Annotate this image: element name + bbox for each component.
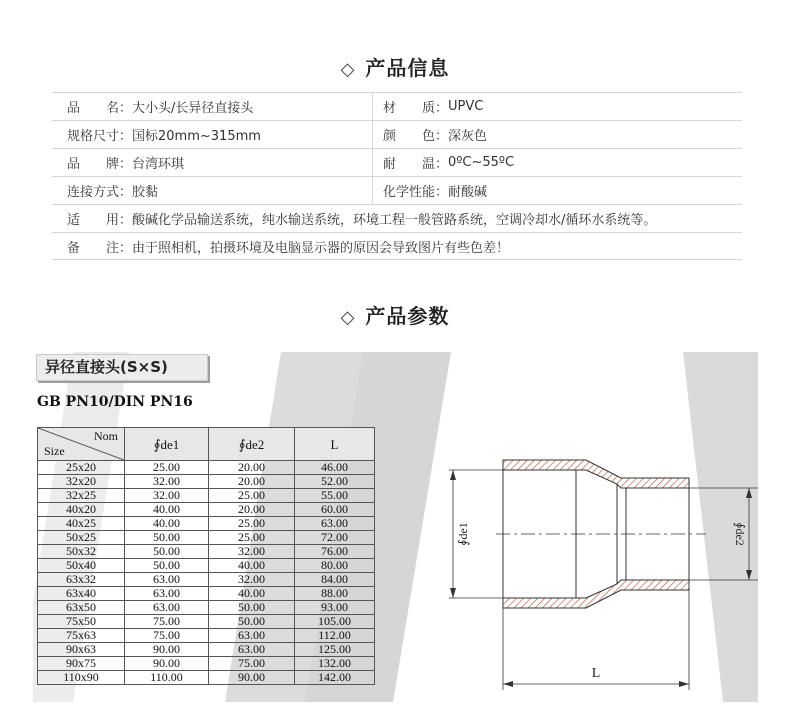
de1-cell: 63.00 xyxy=(125,587,209,601)
size-cell: 75x50 xyxy=(38,615,125,629)
de1-cell: 63.00 xyxy=(125,601,209,615)
size-cell: 40x20 xyxy=(38,503,125,517)
de1-cell: 25.00 xyxy=(125,461,209,475)
l-cell: 105.00 xyxy=(295,615,375,629)
table-row xyxy=(38,671,375,685)
info-cell-right xyxy=(372,177,742,204)
standard-label: GB PN10/DIN PN16 xyxy=(37,394,193,410)
l-cell: 142.00 xyxy=(295,671,375,685)
info-cell-right xyxy=(372,121,742,148)
size-cell: 63x50 xyxy=(38,601,125,615)
l-cell: 60.00 xyxy=(295,503,375,517)
header-l: L xyxy=(295,428,375,461)
table-row xyxy=(38,503,375,517)
info-cell-right xyxy=(372,93,742,120)
spec-table xyxy=(37,427,375,685)
dim-l: L xyxy=(591,666,601,681)
info-row xyxy=(52,148,742,176)
parameter-panel xyxy=(33,352,758,702)
info-label: 颜 色： xyxy=(383,129,449,144)
info-cell-left xyxy=(52,181,372,200)
l-cell: 46.00 xyxy=(295,461,375,475)
de2-cell: 25.00 xyxy=(209,531,295,545)
table-row xyxy=(38,573,375,587)
info-label: 备 注： xyxy=(67,240,133,256)
table-row xyxy=(38,545,375,559)
size-cell: 90x75 xyxy=(38,657,125,671)
l-cell: 80.00 xyxy=(295,559,375,573)
info-label: 适 用： xyxy=(67,213,133,228)
dim-de1: ∮de1 xyxy=(456,522,470,546)
de2-cell: 75.00 xyxy=(209,657,295,671)
section-title-text: 产品参数 xyxy=(365,304,450,328)
de1-cell: 110.00 xyxy=(125,671,209,685)
l-cell: 88.00 xyxy=(295,587,375,601)
de2-cell: 25.00 xyxy=(209,489,295,503)
de2-cell: 50.00 xyxy=(209,601,295,615)
model-label: 异径直接头(S×S) xyxy=(36,354,208,381)
de2-cell: 32.00 xyxy=(209,545,295,559)
table-row xyxy=(38,615,375,629)
header-size: Size xyxy=(44,444,65,458)
info-label: 化学性能： xyxy=(383,185,449,200)
info-cell-left xyxy=(52,97,372,116)
table-row xyxy=(38,587,375,601)
info-cell-right xyxy=(372,149,742,176)
l-cell: 125.00 xyxy=(295,643,375,657)
reducer-drawing xyxy=(431,450,758,695)
diamond-icon: ◇ xyxy=(340,59,356,80)
size-cell: 32x20 xyxy=(38,475,125,489)
section-title-product-info xyxy=(0,52,790,81)
info-row-usage xyxy=(52,204,742,232)
de2-cell: 25.00 xyxy=(209,517,295,531)
info-value: 大小头/长异径直接头 xyxy=(132,101,254,116)
de1-cell: 90.00 xyxy=(125,657,209,671)
size-cell: 75x63 xyxy=(38,629,125,643)
table-row xyxy=(38,643,375,657)
info-cell-left xyxy=(52,153,372,172)
info-value: 胶黏 xyxy=(132,185,159,200)
header-de2: ∮de2 xyxy=(209,428,295,461)
l-cell: 63.00 xyxy=(295,517,375,531)
info-value: 国标20mm~315mm xyxy=(132,129,261,144)
de1-cell: 40.00 xyxy=(125,503,209,517)
info-row xyxy=(52,120,742,148)
info-value: 酸碱化学品输送系统，纯水输送系统，环境工程一般管路系统，空调冷却水/循环水系统等。 xyxy=(132,213,657,228)
de1-cell: 32.00 xyxy=(125,489,209,503)
de2-cell: 20.00 xyxy=(209,475,295,489)
section-title-text: 产品信息 xyxy=(365,56,450,80)
table-row xyxy=(38,517,375,531)
table-row xyxy=(38,559,375,573)
l-cell: 132.00 xyxy=(295,657,375,671)
header-nom-size xyxy=(38,428,125,461)
l-cell: 112.00 xyxy=(295,629,375,643)
l-cell: 93.00 xyxy=(295,601,375,615)
table-row xyxy=(38,531,375,545)
size-cell: 25x20 xyxy=(38,461,125,475)
de2-cell: 63.00 xyxy=(209,643,295,657)
table-row xyxy=(38,629,375,643)
de1-cell: 50.00 xyxy=(125,531,209,545)
header-de1: ∮de1 xyxy=(125,428,209,461)
de1-cell: 32.00 xyxy=(125,475,209,489)
info-value: 0ºC~55ºC xyxy=(448,155,515,170)
info-cell-full xyxy=(52,209,742,228)
de2-cell: 20.00 xyxy=(209,503,295,517)
info-cell-full xyxy=(52,237,742,256)
size-cell: 50x40 xyxy=(38,559,125,573)
size-cell: 63x32 xyxy=(38,573,125,587)
info-value: 由于照相机，拍摄环境及电脑显示器的原因会导致图片有些色差！ xyxy=(132,240,510,256)
info-cell-left xyxy=(52,125,372,144)
size-cell: 110x90 xyxy=(38,671,125,685)
diamond-icon: ◇ xyxy=(340,307,356,328)
size-cell: 50x25 xyxy=(38,531,125,545)
de2-cell: 40.00 xyxy=(209,559,295,573)
size-cell: 40x25 xyxy=(38,517,125,531)
info-row xyxy=(52,92,742,120)
l-cell: 55.00 xyxy=(295,489,375,503)
info-row xyxy=(52,176,742,204)
de2-cell: 32.00 xyxy=(209,573,295,587)
de2-cell: 40.00 xyxy=(209,587,295,601)
table-row xyxy=(38,489,375,503)
de1-cell: 75.00 xyxy=(125,629,209,643)
table-row xyxy=(38,475,375,489)
info-label: 品 牌： xyxy=(67,157,133,172)
de1-cell: 50.00 xyxy=(125,559,209,573)
info-label: 耐 温： xyxy=(383,157,449,172)
dim-de2: ∮de2 xyxy=(733,522,747,546)
info-label: 品 名： xyxy=(67,101,133,116)
de1-cell: 75.00 xyxy=(125,615,209,629)
info-value: 深灰色 xyxy=(448,129,488,144)
de2-cell: 20.00 xyxy=(209,461,295,475)
l-cell: 72.00 xyxy=(295,531,375,545)
info-value: UPVC xyxy=(448,99,484,114)
l-cell: 52.00 xyxy=(295,475,375,489)
l-cell: 76.00 xyxy=(295,545,375,559)
size-cell: 50x32 xyxy=(38,545,125,559)
info-label: 规格尺寸： xyxy=(67,129,133,144)
de2-cell: 50.00 xyxy=(209,615,295,629)
de1-cell: 40.00 xyxy=(125,517,209,531)
info-label: 连接方式： xyxy=(67,185,133,200)
info-label: 材 质： xyxy=(383,101,449,116)
table-row xyxy=(38,461,375,475)
info-row-note xyxy=(52,232,742,260)
de2-cell: 90.00 xyxy=(209,671,295,685)
size-cell: 63x40 xyxy=(38,587,125,601)
de1-cell: 50.00 xyxy=(125,545,209,559)
de1-cell: 63.00 xyxy=(125,573,209,587)
de1-cell: 90.00 xyxy=(125,643,209,657)
header-nom: Nom xyxy=(94,429,118,443)
size-cell: 90x63 xyxy=(38,643,125,657)
de2-cell: 63.00 xyxy=(209,629,295,643)
info-value: 耐酸碱 xyxy=(448,185,488,200)
section-title-product-params xyxy=(0,300,790,329)
info-value: 台湾环琪 xyxy=(132,157,185,172)
table-row xyxy=(38,601,375,615)
product-info-table xyxy=(52,92,742,260)
table-row xyxy=(38,657,375,671)
table-header-row xyxy=(38,428,375,461)
l-cell: 84.00 xyxy=(295,573,375,587)
size-cell: 32x25 xyxy=(38,489,125,503)
